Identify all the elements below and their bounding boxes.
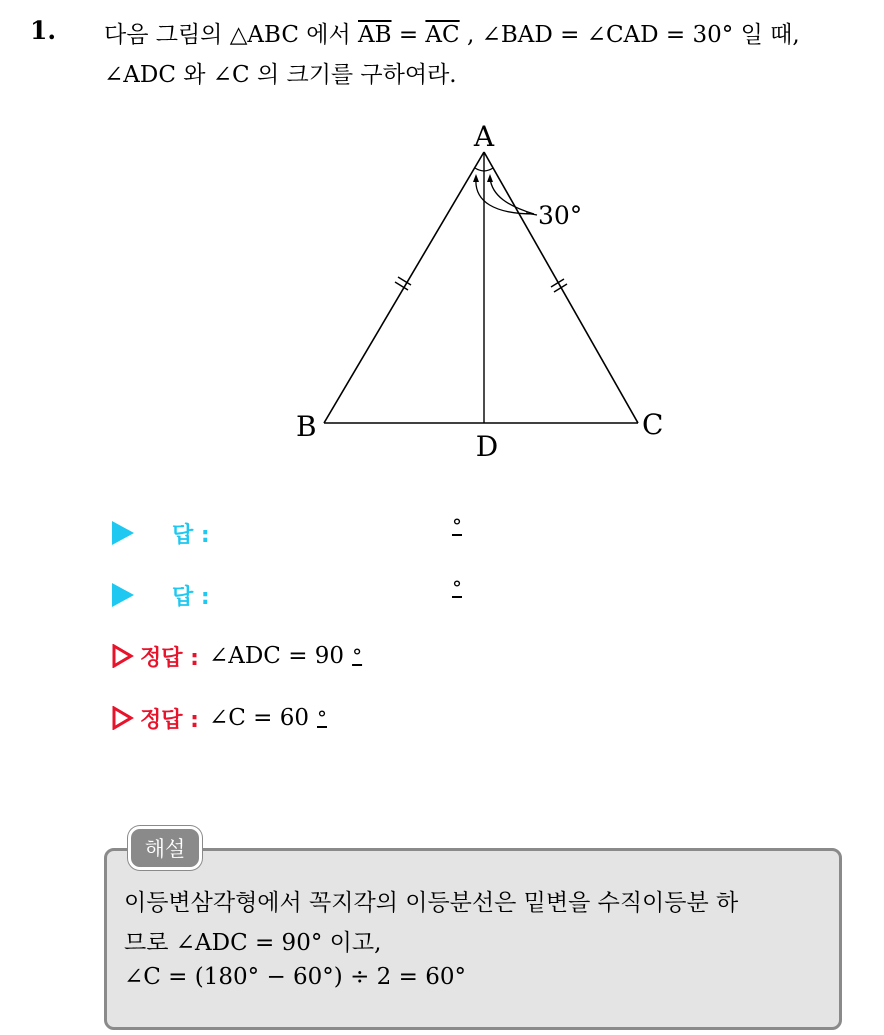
explanation-line-2: 므로 ∠ADC = 90° 이고, [124, 930, 382, 956]
explanation-tag: 해설 [128, 826, 202, 870]
vertex-label-d: D [475, 430, 499, 463]
solution-unit: ° [352, 644, 363, 668]
explanation-line-1: 이등변삼각형에서 꼭지각의 이등분선은 밑변을 수직이등분 하 [124, 890, 739, 916]
triangle-figure [290, 118, 710, 468]
question-text-pre: 다음 그림의 △ABC 에서 [104, 22, 358, 48]
question-number: 1. [30, 16, 57, 45]
explanation-line-3: ∠C = (180° − 60°) ÷ 2 = 60° [124, 964, 466, 990]
arrowhead-left [473, 174, 479, 182]
answer-row-2 [112, 576, 462, 610]
angle-arc-bad [475, 168, 484, 171]
angle-label: 30° [538, 201, 583, 230]
solution-row-2 [112, 703, 327, 733]
vertex-label-b: B [296, 410, 317, 443]
question-text-post: , ∠BAD = ∠CAD = 30° 일 때, [459, 22, 800, 48]
vertex-label-a: A [473, 120, 495, 153]
solution-text: ∠ADC = 90 [208, 643, 345, 669]
answer-row-1 [112, 514, 462, 548]
solution-unit: ° [317, 706, 327, 730]
question-line-1 [104, 16, 800, 49]
solution-row-1 [112, 641, 362, 671]
triangle-bullet-icon [112, 583, 134, 607]
solution-label: 정답 : [140, 707, 199, 733]
arrowhead-right [487, 174, 493, 182]
question-line-2: ∠ADC 와 ∠C 의 크기를 구하여라. [104, 62, 457, 88]
triangle-outline-icon [112, 644, 134, 668]
answer-blank[interactable]: ° [452, 514, 462, 538]
answer-blank[interactable]: ° [452, 576, 462, 600]
solution-text: ∠C = 60 [208, 705, 309, 731]
segment-ab: $\overline{AB}$ [358, 22, 392, 48]
vertex-label-c: C [642, 408, 664, 441]
answer-label: 답 : [172, 522, 210, 548]
solution-label: 정답 : [140, 645, 199, 671]
answer-label: 답 : [172, 584, 210, 610]
equals-sign: = [391, 22, 426, 48]
triangle-outline-icon [112, 706, 134, 730]
segment-ac: $\overline{AC}$ [425, 22, 460, 48]
angle-arc-cad [484, 168, 493, 171]
triangle-bullet-icon [112, 521, 134, 545]
